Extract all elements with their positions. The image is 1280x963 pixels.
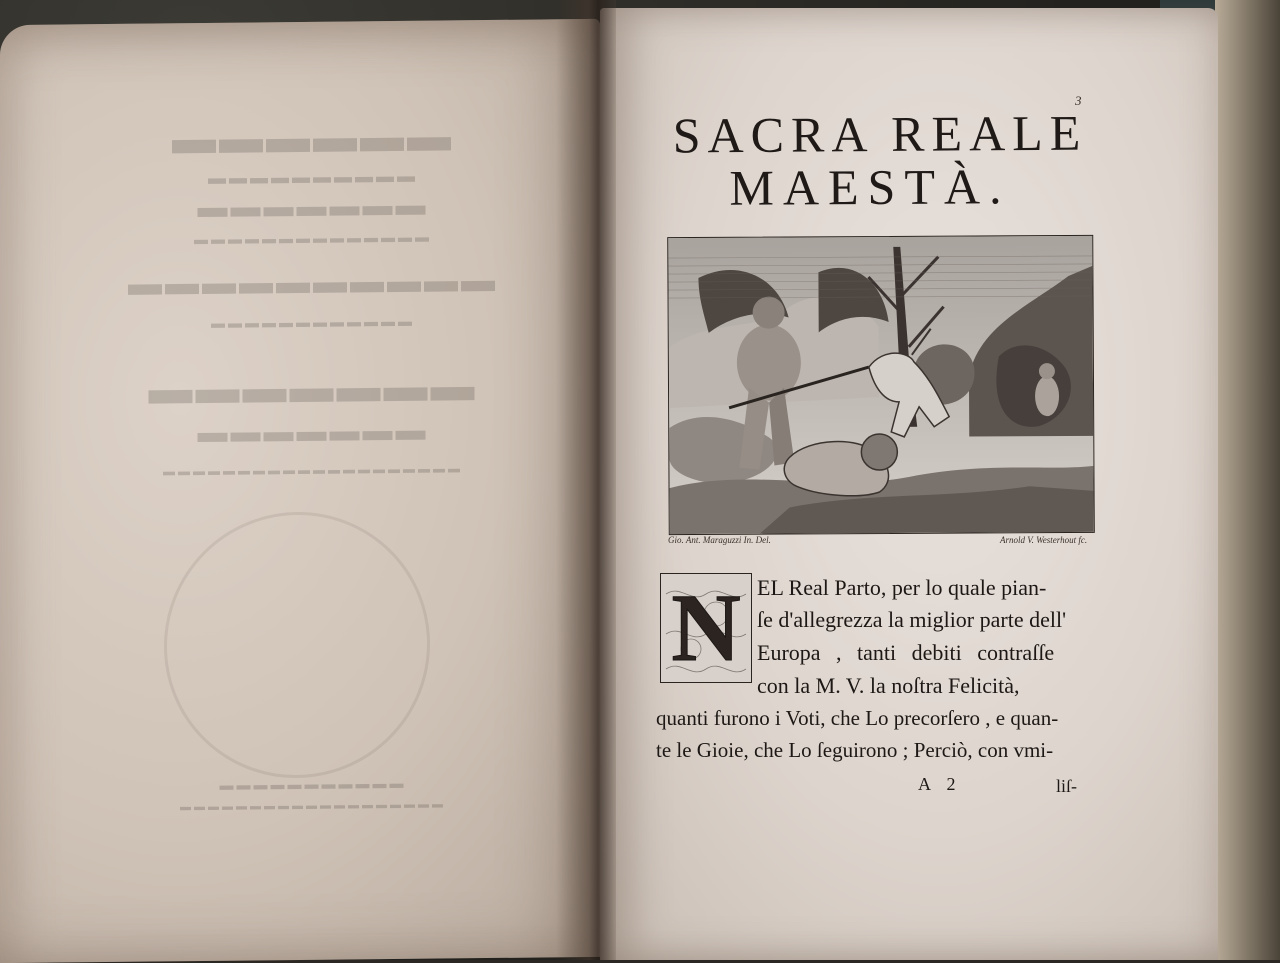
text-line-1: EL Real Parto, per lo quale pian- <box>757 575 1047 600</box>
text-line-2: ſe d'allegrezza la miglior parte dell' <box>757 607 1067 632</box>
catchword: liſ- <box>1056 776 1077 796</box>
text-line-5: quanti furono i Voti, che Lo precorſero , e quan- <box>656 706 1059 730</box>
text-line-4: con la M. V. la noſtra Felicità, <box>757 673 1020 698</box>
book-gutter <box>556 0 616 960</box>
page-number: 3 <box>1075 93 1082 108</box>
page-fore-edge <box>1215 0 1280 960</box>
left-page <box>0 19 600 963</box>
page-title-line-1: SACRA REALE <box>672 104 1088 164</box>
text-line-6: te le Gioie, che Lo ſeguirono ; Perciò, con vmi- <box>656 738 1054 762</box>
engraving-credit-right: Arnold V. Westerhout fc. <box>1000 535 1088 545</box>
initial-letter: N <box>671 574 741 681</box>
text-line-3: Europa , tanti debiti contraſſe <box>757 640 1055 665</box>
signature-mark: A 2 <box>918 774 962 794</box>
show-through-text: ▬▬▬▬▬▬ ▬▬▬▬▬▬▬▬▬▬ ▬▬▬▬▬▬▬ ▬▬▬▬▬▬▬▬▬▬▬▬▬▬ ▬▬▬▬▬▬▬▬▬▬ ▬▬▬▬▬▬▬▬▬▬▬▬ ▬▬▬▬▬▬▬ ▬▬▬▬▬▬▬ ▬▬▬▬▬▬▬▬▬▬▬▬▬▬▬▬▬▬▬▬ ▬▬▬▬▬▬▬▬▬▬▬ ▬▬▬▬▬▬▬▬▬▬▬▬▬▬▬▬▬▬▬ <box>125 111 495 814</box>
engraving-credit-left: Gio. Ant. Maraguzzi In. Del. <box>668 535 771 545</box>
engraving-illustration <box>667 235 1095 535</box>
page-title-line-2: MAESTÀ. <box>729 158 1011 216</box>
decorated-initial <box>660 573 752 683</box>
